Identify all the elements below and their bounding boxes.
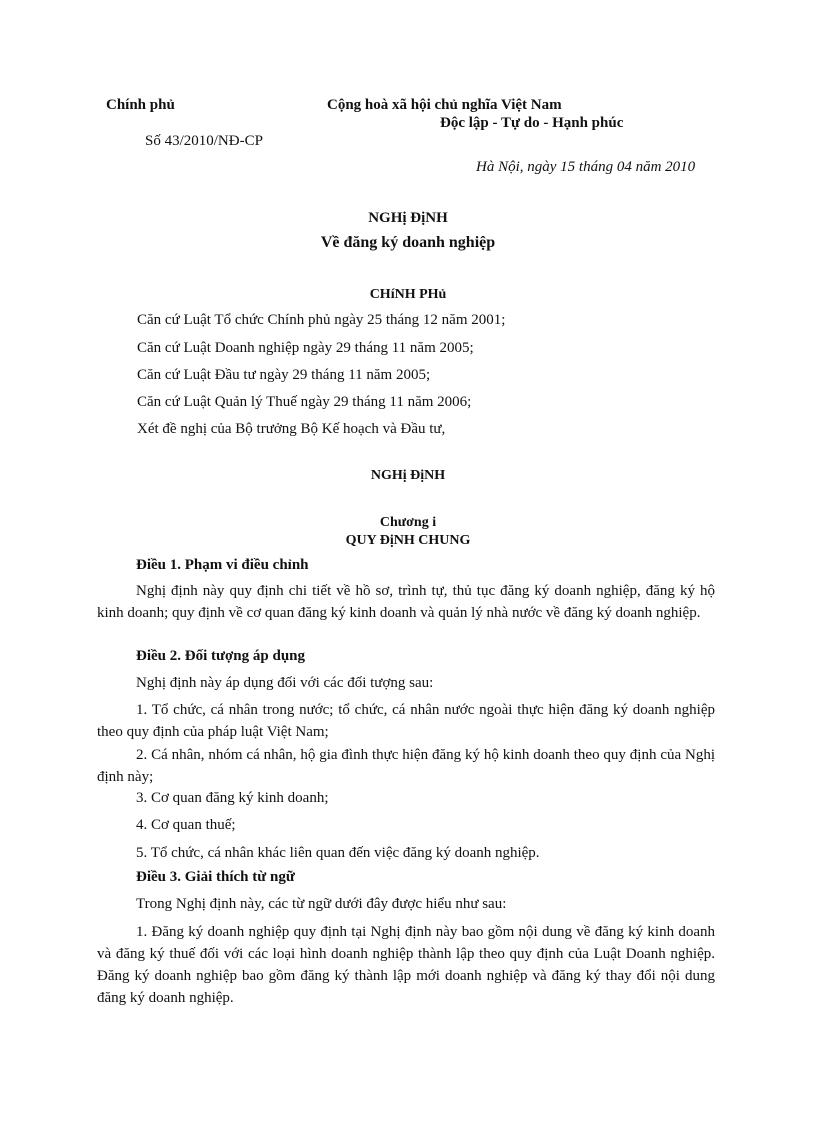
legal-basis: Căn cứ Luật Quản lý Thuế ngày 29 tháng 11 năm 2006; — [137, 394, 472, 410]
issuer: Chính phủ — [106, 97, 175, 113]
document-type: NGHị ĐịNH — [368, 210, 448, 226]
article-heading: Điều 3. Giải thích từ ngữ — [136, 869, 295, 885]
legal-basis: Căn cứ Luật Tổ chức Chính phủ ngày 25 tháng 12 năm 2001; — [137, 312, 506, 328]
list-item-text: 1. Tổ chức, cá nhân trong nước; tổ chức, cá nhân nước ngoài thực hiện đăng ký doanh nghiệp theo quy định của pháp luật Việt Nam; — [97, 702, 715, 740]
list-item-text: 2. Cá nhân, nhóm cá nhân, hộ gia đình thực hiện đăng ký hộ kinh doanh theo quy định của Nghị định này; — [97, 747, 715, 785]
document-number: Số 43/2010/NĐ-CP — [145, 133, 263, 149]
place-date: Hà Nội, ngày 15 tháng 04 năm 2010 — [476, 159, 696, 175]
article-heading: Điều 2. Đối tượng áp dụng — [136, 648, 306, 664]
proposal-clause: Xét đề nghị của Bộ trưởng Bộ Kế hoạch và Đầu tư, — [137, 421, 446, 437]
legal-basis: Căn cứ Luật Doanh nghiệp ngày 29 tháng 11 năm 2005; — [137, 340, 474, 356]
list-item-text: 1. Đăng ký doanh nghiệp quy định tại Nghị định này bao gồm nội dung về đăng ký kinh doanh và đăng ký thuế đối với các loại hình doanh nghiệp thành lập theo quy định của Luật Doanh nghiệp. Đăng ký doanh nghiệp bao gồm đăng ký thành lập mới doanh nghiệp và đăng ký thay đổi nội dung đăng ký doanh nghiệp. — [97, 924, 715, 1006]
document-subject: Về đăng ký doanh nghiệp — [320, 234, 496, 251]
list-item — [97, 699, 715, 743]
country-name: Cộng hoà xã hội chủ nghĩa Việt Nam — [327, 97, 562, 113]
list-item: 4. Cơ quan thuế; — [136, 817, 236, 833]
motto: Độc lập - Tự do - Hạnh phúc — [440, 115, 624, 131]
decree-label: NGHị ĐịNH — [370, 468, 446, 483]
article-1-text: Nghị định này quy định chi tiết về hồ sơ, trình tự, thủ tục đăng ký doanh nghiệp, đăng ký hộ kinh doanh; quy định về cơ quan đăng ký kinh doanh và quản lý nhà nước về đăng ký doanh nghiệp. — [97, 583, 715, 621]
list-item — [97, 921, 715, 1009]
legal-basis: Căn cứ Luật Đầu tư ngày 29 tháng 11 năm 2005; — [137, 367, 431, 383]
list-item: 3. Cơ quan đăng ký kinh doanh; — [136, 790, 329, 806]
article-paragraph — [97, 580, 715, 624]
list-item: 5. Tổ chức, cá nhân khác liên quan đến việc đăng ký doanh nghiệp. — [136, 845, 540, 861]
list-item — [97, 744, 715, 788]
article-intro: Trong Nghị định này, các từ ngữ dưới đây được hiểu như sau: — [136, 896, 507, 912]
issuing-authority: CHíNH PHủ — [369, 287, 447, 302]
chapter-name: QUY ĐịNH CHUNG — [345, 533, 471, 548]
article-intro: Nghị định này áp dụng đối với các đối tượng sau: — [136, 675, 434, 691]
chapter-number: Chương i — [379, 515, 437, 530]
article-heading: Điều 1. Phạm vi điều chỉnh — [136, 557, 309, 573]
